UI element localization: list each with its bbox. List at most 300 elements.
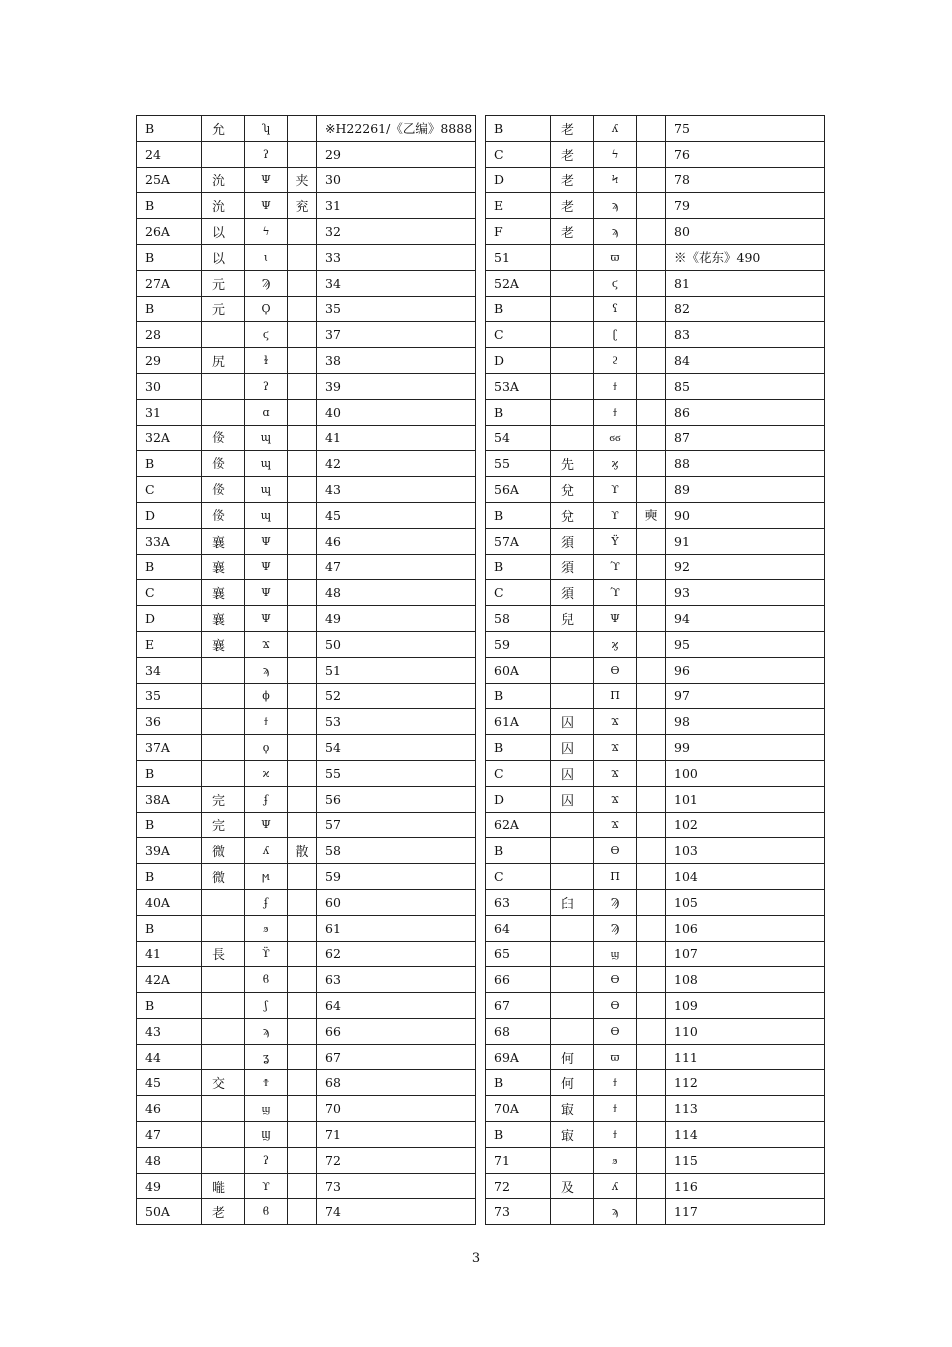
oracle-glyph: Ϫ	[594, 735, 637, 761]
modern-character	[551, 915, 594, 941]
entry-id: B	[137, 554, 202, 580]
entry-id: D	[486, 786, 551, 812]
reference-number: 82	[666, 296, 825, 322]
oracle-glyph: Ϫ	[594, 760, 637, 786]
oracle-glyph: ϟ	[245, 219, 288, 245]
oracle-glyph: ϖ	[594, 244, 637, 270]
entry-id: D	[486, 348, 551, 374]
modern-character: 完	[202, 812, 245, 838]
reference-number: 58	[317, 838, 476, 864]
table-row	[486, 786, 825, 812]
oracle-glyph: ʔ	[245, 1147, 288, 1173]
entry-id: 24	[137, 141, 202, 167]
table-row	[486, 451, 825, 477]
variant-character	[288, 244, 317, 270]
variant-character	[637, 193, 666, 219]
modern-character: 老	[551, 219, 594, 245]
modern-character: 微	[202, 838, 245, 864]
reference-number: 78	[666, 167, 825, 193]
variant-character	[637, 812, 666, 838]
variant-character	[637, 322, 666, 348]
entry-id: B	[137, 812, 202, 838]
oracle-glyph: ɩ	[245, 244, 288, 270]
oracle-glyph: Ϟ	[594, 167, 637, 193]
variant-character	[288, 657, 317, 683]
table-row	[137, 425, 476, 451]
table-row	[486, 889, 825, 915]
oracle-glyph: Ϡ	[245, 270, 288, 296]
reference-number: 49	[317, 606, 476, 632]
variant-character	[637, 1147, 666, 1173]
variant-character	[637, 864, 666, 890]
reference-number: 59	[317, 864, 476, 890]
oracle-glyph: ϟ	[594, 141, 637, 167]
entry-id: 31	[137, 399, 202, 425]
modern-character: 囚	[551, 760, 594, 786]
reference-number: 53	[317, 709, 476, 735]
entry-id: 38A	[137, 786, 202, 812]
table-row	[137, 786, 476, 812]
oracle-glyph: ϐ	[245, 967, 288, 993]
reference-number: 66	[317, 1018, 476, 1044]
entry-id: 53A	[486, 373, 551, 399]
table-row	[137, 296, 476, 322]
oracle-glyph: ϡ	[245, 657, 288, 683]
entry-id: 72	[486, 1173, 551, 1199]
entry-id: 68	[486, 1018, 551, 1044]
variant-character	[288, 1173, 317, 1199]
table-row	[486, 554, 825, 580]
variant-character	[288, 1018, 317, 1044]
reference-number: 81	[666, 270, 825, 296]
reference-number: 61	[317, 915, 476, 941]
reference-number: 35	[317, 296, 476, 322]
table-row	[486, 322, 825, 348]
entry-id: C	[486, 141, 551, 167]
oracle-glyph: ʄ	[245, 786, 288, 812]
modern-character	[551, 322, 594, 348]
table-row	[137, 915, 476, 941]
modern-character	[551, 941, 594, 967]
entry-id: 71	[486, 1147, 551, 1173]
variant-character	[637, 399, 666, 425]
oracle-glyph: ɰ	[245, 502, 288, 528]
variant-character	[288, 735, 317, 761]
variant-character: 𥇛	[637, 502, 666, 528]
modern-character: 老	[551, 116, 594, 142]
reference-number: 97	[666, 683, 825, 709]
oracle-glyph: ϧ	[594, 1147, 637, 1173]
table-row	[486, 244, 825, 270]
modern-character: 以	[202, 219, 245, 245]
modern-character	[202, 657, 245, 683]
reference-number: 94	[666, 606, 825, 632]
variant-character	[288, 967, 317, 993]
table-row	[137, 1070, 476, 1096]
oracle-glyph: ɰ	[245, 477, 288, 503]
table-row	[137, 1173, 476, 1199]
entry-id: 42A	[137, 967, 202, 993]
reference-number: 101	[666, 786, 825, 812]
table-row	[137, 580, 476, 606]
modern-character: 交	[202, 1070, 245, 1096]
oracle-glyph: ϴ	[594, 838, 637, 864]
table-row	[486, 193, 825, 219]
oracle-glyph: Ψ	[245, 812, 288, 838]
entry-id: B	[486, 116, 551, 142]
reference-number: 90	[666, 502, 825, 528]
oracle-glyph: ʄ	[245, 889, 288, 915]
page-number: 3	[471, 1251, 481, 1266]
oracle-glyph: Ψ	[245, 167, 288, 193]
entry-id: C	[486, 322, 551, 348]
reference-number: 109	[666, 993, 825, 1019]
entry-id: 61A	[486, 709, 551, 735]
entry-id: 69A	[486, 1044, 551, 1070]
reference-number: 110	[666, 1018, 825, 1044]
modern-character	[551, 993, 594, 1019]
table-row	[486, 270, 825, 296]
table-row	[486, 967, 825, 993]
reference-number: 33	[317, 244, 476, 270]
variant-character	[637, 141, 666, 167]
table-row	[486, 296, 825, 322]
variant-character	[637, 1122, 666, 1148]
oracle-glyph: ʗ	[594, 322, 637, 348]
table-row	[486, 425, 825, 451]
modern-character: 須	[551, 554, 594, 580]
table-row	[137, 193, 476, 219]
reference-number: 40	[317, 399, 476, 425]
variant-character: 散	[288, 838, 317, 864]
reference-number: 72	[317, 1147, 476, 1173]
entry-id: 51	[486, 244, 551, 270]
reference-number: 54	[317, 735, 476, 761]
variant-character	[288, 1096, 317, 1122]
entry-id: 37A	[137, 735, 202, 761]
entry-id: B	[486, 399, 551, 425]
variant-character	[288, 1147, 317, 1173]
reference-number: 48	[317, 580, 476, 606]
entry-id: 45	[137, 1070, 202, 1096]
entry-id: B	[137, 760, 202, 786]
modern-character: 襄	[202, 606, 245, 632]
reference-number: 79	[666, 193, 825, 219]
entry-id: 34	[137, 657, 202, 683]
reference-number: 62	[317, 941, 476, 967]
variant-character	[288, 1122, 317, 1148]
variant-character	[637, 373, 666, 399]
variant-character	[288, 451, 317, 477]
variant-character	[288, 683, 317, 709]
variant-character	[288, 993, 317, 1019]
modern-character: 元	[202, 270, 245, 296]
entry-id: D	[486, 167, 551, 193]
entry-id: 62A	[486, 812, 551, 838]
modern-character: 須	[551, 580, 594, 606]
reference-number: 85	[666, 373, 825, 399]
modern-character	[202, 1018, 245, 1044]
oracle-glyph: Ϡ	[594, 889, 637, 915]
oracle-glyph: ϯ	[594, 1070, 637, 1096]
modern-character: 完	[202, 786, 245, 812]
reference-number: 86	[666, 399, 825, 425]
oracle-glyph: ϣ	[594, 941, 637, 967]
reference-number: 117	[666, 1199, 825, 1225]
modern-character: 元	[202, 296, 245, 322]
oracle-glyph: Ϫ	[245, 631, 288, 657]
table-row	[137, 735, 476, 761]
reference-number: 104	[666, 864, 825, 890]
oracle-glyph: ϯ	[245, 709, 288, 735]
reference-number: 39	[317, 373, 476, 399]
oracle-glyph: ϴ	[594, 993, 637, 1019]
table-row	[137, 502, 476, 528]
variant-character	[637, 657, 666, 683]
table-row	[137, 812, 476, 838]
reference-number: 30	[317, 167, 476, 193]
table-row	[486, 915, 825, 941]
modern-character: 𠹌	[202, 1173, 245, 1199]
modern-character: 襄	[202, 631, 245, 657]
table-row	[137, 889, 476, 915]
table-row	[137, 606, 476, 632]
modern-character: 兌	[551, 477, 594, 503]
entry-id: 73	[486, 1199, 551, 1225]
variant-character	[288, 812, 317, 838]
modern-character: 何	[551, 1070, 594, 1096]
modern-character: 兌	[551, 502, 594, 528]
table-row	[486, 373, 825, 399]
variant-character	[637, 451, 666, 477]
entry-id: 26A	[137, 219, 202, 245]
entry-id: 58	[486, 606, 551, 632]
modern-character: 老	[551, 167, 594, 193]
reference-number: 84	[666, 348, 825, 374]
variant-character	[637, 993, 666, 1019]
table-row	[137, 477, 476, 503]
entry-id: C	[486, 760, 551, 786]
entry-id: E	[486, 193, 551, 219]
oracle-glyph: Ϫ	[594, 709, 637, 735]
modern-character	[202, 889, 245, 915]
oracle-glyph: Ψ	[245, 606, 288, 632]
entry-id: 33A	[137, 528, 202, 554]
table-row	[486, 167, 825, 193]
oracle-glyph: ϡ	[594, 1199, 637, 1225]
table-row	[137, 993, 476, 1019]
entry-id: 66	[486, 967, 551, 993]
table-row	[137, 1147, 476, 1173]
oracle-glyph: Ϫ	[594, 812, 637, 838]
modern-character: 𠈍	[202, 451, 245, 477]
variant-character	[288, 348, 317, 374]
oracle-glyph: Ψ	[245, 554, 288, 580]
reference-number: 29	[317, 141, 476, 167]
variant-character	[288, 889, 317, 915]
entry-id: 52A	[486, 270, 551, 296]
reference-number: 73	[317, 1173, 476, 1199]
oracle-glyph: ϗ	[594, 451, 637, 477]
modern-character	[551, 657, 594, 683]
reference-number: 32	[317, 219, 476, 245]
table-row	[137, 116, 476, 142]
entry-id: 46	[137, 1096, 202, 1122]
entry-id: 64	[486, 915, 551, 941]
entry-id: 55	[486, 451, 551, 477]
entry-id: B	[137, 244, 202, 270]
modern-character	[551, 631, 594, 657]
modern-character: 襄	[202, 580, 245, 606]
table-row	[486, 502, 825, 528]
modern-character: 老	[202, 1199, 245, 1225]
modern-character	[202, 915, 245, 941]
modern-character	[551, 270, 594, 296]
variant-character	[288, 141, 317, 167]
reference-number: 56	[317, 786, 476, 812]
variant-character	[288, 1070, 317, 1096]
oracle-glyph: ϴ	[594, 657, 637, 683]
table-row	[137, 554, 476, 580]
oracle-glyph: Ϯ	[245, 1070, 288, 1096]
variant-character	[637, 709, 666, 735]
modern-character	[551, 1147, 594, 1173]
entry-id: 56A	[486, 477, 551, 503]
oracle-glyph: ϯ	[594, 1122, 637, 1148]
entry-id: B	[137, 296, 202, 322]
entry-id: B	[486, 1122, 551, 1148]
entry-id: 60A	[486, 657, 551, 683]
entry-id: C	[486, 580, 551, 606]
variant-character	[637, 735, 666, 761]
modern-character	[551, 838, 594, 864]
entry-id: 28	[137, 322, 202, 348]
reference-number: 87	[666, 425, 825, 451]
reference-number: 50	[317, 631, 476, 657]
oracle-glyph: ϯ	[594, 1096, 637, 1122]
right-index-table	[485, 115, 825, 1225]
reference-number: 52	[317, 683, 476, 709]
entry-id: 40A	[137, 889, 202, 915]
oracle-glyph: ϩ	[594, 348, 637, 374]
modern-character: 須	[551, 528, 594, 554]
oracle-glyph: ϙ	[245, 735, 288, 761]
reference-number: 46	[317, 528, 476, 554]
entry-id: B	[137, 915, 202, 941]
table-row	[137, 399, 476, 425]
modern-character	[202, 1096, 245, 1122]
reference-number: 75	[666, 116, 825, 142]
entry-id: 44	[137, 1044, 202, 1070]
variant-character	[637, 167, 666, 193]
reference-number: 70	[317, 1096, 476, 1122]
entry-id: B	[137, 864, 202, 890]
oracle-glyph: ϴ	[594, 967, 637, 993]
table-row	[137, 1044, 476, 1070]
table-row	[486, 631, 825, 657]
variant-character	[288, 554, 317, 580]
reference-number: 107	[666, 941, 825, 967]
entry-id: 50A	[137, 1199, 202, 1225]
table-row	[137, 219, 476, 245]
reference-number: 57	[317, 812, 476, 838]
table-row	[486, 580, 825, 606]
modern-character	[551, 1018, 594, 1044]
modern-character	[551, 1199, 594, 1225]
reference-number: 67	[317, 1044, 476, 1070]
table-row	[137, 167, 476, 193]
reference-number: 74	[317, 1199, 476, 1225]
variant-character	[637, 477, 666, 503]
table-row	[486, 941, 825, 967]
entry-id: 63	[486, 889, 551, 915]
reference-number: ※《花东》490	[666, 244, 825, 270]
table-row	[486, 683, 825, 709]
variant-character	[637, 219, 666, 245]
table-row	[137, 967, 476, 993]
reference-number: 95	[666, 631, 825, 657]
modern-character	[202, 1122, 245, 1148]
table-row	[486, 606, 825, 632]
table-row	[486, 709, 825, 735]
variant-character	[288, 399, 317, 425]
oracle-glyph: ɰ	[245, 451, 288, 477]
oracle-glyph: ϡ	[594, 193, 637, 219]
entry-id: 54	[486, 425, 551, 451]
variant-character	[288, 786, 317, 812]
modern-character: 㝡	[551, 1122, 594, 1148]
entry-id: C	[137, 580, 202, 606]
modern-character	[551, 864, 594, 890]
modern-character	[202, 1147, 245, 1173]
variant-character	[637, 889, 666, 915]
modern-character: 兒	[551, 606, 594, 632]
modern-character	[202, 993, 245, 1019]
variant-character	[288, 864, 317, 890]
oracle-glyph: ϣ	[245, 1096, 288, 1122]
table-row	[486, 838, 825, 864]
reference-number: 88	[666, 451, 825, 477]
reference-number: 115	[666, 1147, 825, 1173]
table-row	[486, 1173, 825, 1199]
table-row	[486, 1044, 825, 1070]
reference-number: 111	[666, 1044, 825, 1070]
variant-character	[637, 580, 666, 606]
reference-number: 55	[317, 760, 476, 786]
oracle-glyph: ϗ	[594, 631, 637, 657]
entry-id: B	[486, 683, 551, 709]
table-row	[137, 683, 476, 709]
variant-character	[288, 116, 317, 142]
oracle-glyph: ʮ	[245, 116, 288, 142]
oracle-glyph: Ϋ	[594, 528, 637, 554]
reference-number: 51	[317, 657, 476, 683]
variant-character	[288, 1199, 317, 1225]
oracle-glyph: ϧ	[245, 915, 288, 941]
modern-character	[202, 967, 245, 993]
variant-character: 兖	[288, 193, 317, 219]
table-row	[486, 1122, 825, 1148]
entry-id: F	[486, 219, 551, 245]
modern-character: 尻	[202, 348, 245, 374]
left-table-body	[137, 116, 476, 1225]
table-row	[486, 1018, 825, 1044]
modern-character	[202, 141, 245, 167]
reference-number: 63	[317, 967, 476, 993]
oracle-glyph: ʕ	[594, 296, 637, 322]
modern-character	[551, 967, 594, 993]
oracle-glyph: ɫ	[245, 348, 288, 374]
